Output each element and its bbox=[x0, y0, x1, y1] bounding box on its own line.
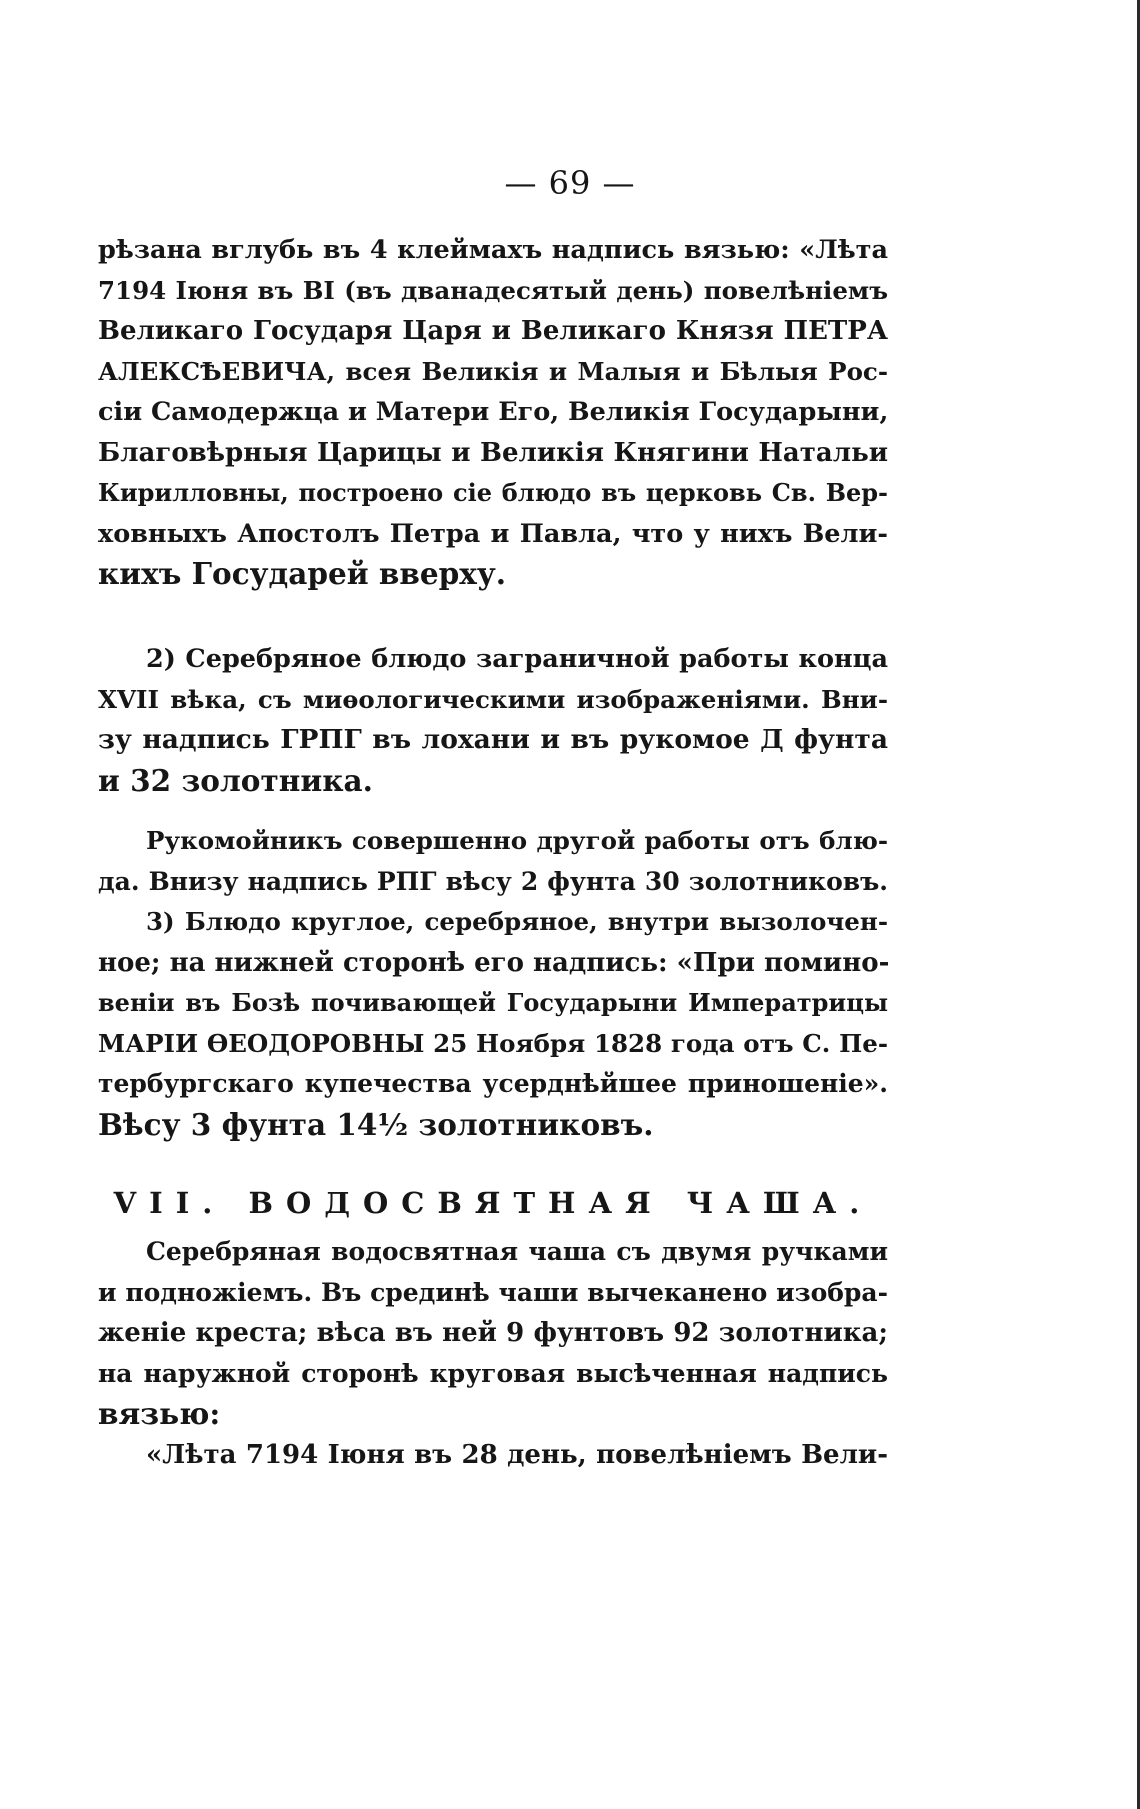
text-line: зу надпись ГРПГ въ лохани и въ рукомое Д фунта bbox=[98, 724, 888, 755]
text-line: Серебряная водосвятная чаша съ двумя ручками bbox=[146, 1237, 888, 1266]
text-line: АЛЕКСѢЕВИЧА, всея Великія и Малыя и Бѣлыя Рос- bbox=[98, 356, 888, 386]
text-line: женіе креста; вѣса въ ней 9 фунтовъ 92 золотника; bbox=[98, 1318, 888, 1348]
text-line: «Лѣта 7194 Іюня въ 28 день, повелѣніемъ Вели- bbox=[146, 1439, 888, 1470]
text-line: ховныхъ Апостолъ Петра и Павла, что у нихъ Вели- bbox=[98, 518, 888, 549]
text-line: Рукомойникъ совершенно другой работы отъ блю- bbox=[146, 826, 888, 855]
text-line: да. Внизу надпись РПГ вѣсу 2 фунта 30 золотниковъ. bbox=[98, 866, 888, 896]
text-line: 2) Серебряное блюдо заграничной работы конца bbox=[146, 644, 888, 674]
text-line: вязью: bbox=[98, 1396, 221, 1431]
text-line: Кирилловны, построено сіе блюдо въ церковь Св. Вер- bbox=[98, 478, 888, 507]
text-line: веніи въ Бозѣ почивающей Государыни Императрицы bbox=[98, 988, 888, 1017]
text-line: кихъ Государей вверху. bbox=[98, 556, 507, 591]
text-line: Вѣсу 3 фунта 14½ золотниковъ. bbox=[98, 1106, 654, 1142]
page-number: — 69 — bbox=[504, 164, 636, 202]
text-line: 7194 Іюня въ ВІ (въ дванадесятый день) повелѣніемъ bbox=[98, 275, 888, 305]
text-line: на наружной сторонѣ круговая высѣченная надпись bbox=[98, 1358, 888, 1388]
paragraph-water-chalice bbox=[98, 1232, 888, 1475]
text-line: МАРІИ ѲЕОДОРОВНЫ 25 Ноября 1828 года отъ С. Пе- bbox=[98, 1028, 888, 1058]
text-line: ное; на нижней сторонѣ его надпись: «При помино- bbox=[98, 947, 890, 978]
text-line: сіи Самодержца и Матери Его, Великія Государыни, bbox=[98, 397, 889, 427]
section-heading: VII. ВОДОСВЯТНАЯ ЧАША. bbox=[113, 1186, 873, 1220]
paragraph-inscription-1 bbox=[98, 230, 888, 595]
text-line: и подножіемъ. Въ срединѣ чаши вычеканено изобра- bbox=[98, 1277, 888, 1307]
text-line: и 32 золотника. bbox=[98, 762, 373, 798]
text-line: тербургскаго купечества усерднѣйшее приношеніе». bbox=[98, 1069, 888, 1098]
text-line: XVII вѣка, съ миѳологическими изображеніями. Вни- bbox=[98, 684, 888, 714]
text-line: Великаго Государя Царя и Великаго Князя ПЕТРА bbox=[98, 316, 888, 346]
text-line: 3) Блюдо круглое, серебряное, внутри вызолочен- bbox=[146, 907, 888, 936]
text-line: Благовѣрныя Царицы и Великія Княгини Натальи bbox=[98, 437, 888, 468]
paragraph-item-3 bbox=[98, 821, 888, 1145]
text-line: рѣзана вглубь въ 4 клеймахъ надпись вязью: «Лѣта bbox=[98, 235, 888, 265]
paragraph-item-2 bbox=[98, 639, 888, 801]
